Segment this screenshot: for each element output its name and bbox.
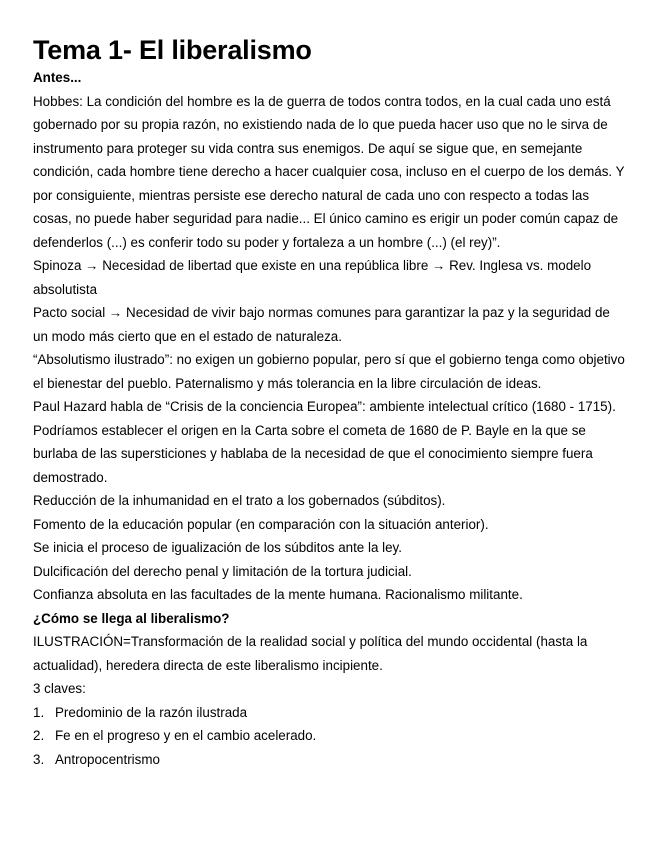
paragraph-hazard: Paul Hazard habla de “Crisis de la conciencia Europea”: ambiente intelectual crítico (1680 - 1715). Podríamos establecer el origen en la Carta sobre el cometa de 1680 de P. Bayle en la que se burlaba de las supersticiones y hablaba de la necesidad de que el conocimiento siempre fuera demostrado. (33, 399, 616, 485)
paragraph-hobbes: Hobbes: La condición del hombre es la de guerra de todos contra todos, en la cual cada uno está gobernado por su propia razón, no existiendo nada de lo que pueda hacer uso que no le sirva de instrumento para proteger su vida contra sus enemigos. De aquí se sigue que, en semejante condición, cada hombre tiene derecho a hacer cualquier cosa, incluso en el cuerpo de los demás. Y por consiguiente, mientras persiste ese derecho natural de cada uno con respecto a todas las cosas, no puede haber seguridad para nadie... El único camino es erigir un poder común capaz de defenderlos (...) es conferir todo su poder y fortaleza a un hombre (...) (el rey)”. (33, 93, 625, 250)
list-item-text: Fe en el progreso y en el cambio acelerado. (55, 728, 317, 743)
paragraph-ilustracion: ILUSTRACIÓN=Transformación de la realidad social y política del mundo occidental (hasta la actualidad), heredera directa de este liberalismo incipiente. (33, 634, 588, 673)
list-item-number: 1. (33, 704, 45, 720)
paragraph-igualizacion: Se inicia el proceso de igualización de los súbditos ante la ley. (33, 540, 402, 555)
list-item-text: Predominio de la razón ilustrada (55, 704, 248, 720)
list-item-text: Antropocentrismo (55, 751, 160, 767)
paragraph-absolutismo: “Absolutismo ilustrado”: no exigen un gobierno popular, pero sí que el gobierno tenga como objetivo el bienestar del pueblo. Paternalismo y más tolerancia en la libre circulación de ideas. (33, 352, 625, 391)
list-item (33, 701, 626, 725)
paragraph-confianza: Confianza absoluta en las facultades de la mente humana. Racionalismo militante. (33, 587, 523, 602)
paragraph-spinoza: Spinoza → Necesidad de libertad que existe en una república libre → Rev. Inglesa vs. modelo absolutista (33, 258, 592, 297)
list-item (33, 748, 626, 772)
section-heading-antes: Antes... (33, 70, 82, 85)
list-item-number: 2. (33, 728, 45, 743)
paragraph-reduccion: Reducción de la inhumanidad en el trato a los gobernados (súbditos). (33, 493, 446, 508)
paragraph-pacto-social: Pacto social → Necesidad de vivir bajo normas comunes para garantizar la paz y la seguridad de un modo más cierto que en el estado de naturaleza. (33, 305, 610, 344)
list-item-number: 3. (33, 751, 45, 767)
paragraph-dulcificacion: Dulcificación del derecho penal y limitación de la tortura judicial. (33, 563, 412, 579)
claves-intro: 3 claves: (33, 681, 86, 696)
document-title: Tema 1- El liberalismo (33, 35, 312, 65)
claves-list (33, 701, 626, 772)
list-item (33, 724, 626, 748)
paragraph-fomento: Fomento de la educación popular (en comparación con la situación anterior). (33, 516, 489, 532)
section-heading-como: ¿Cómo se llega al liberalismo? (33, 610, 230, 626)
